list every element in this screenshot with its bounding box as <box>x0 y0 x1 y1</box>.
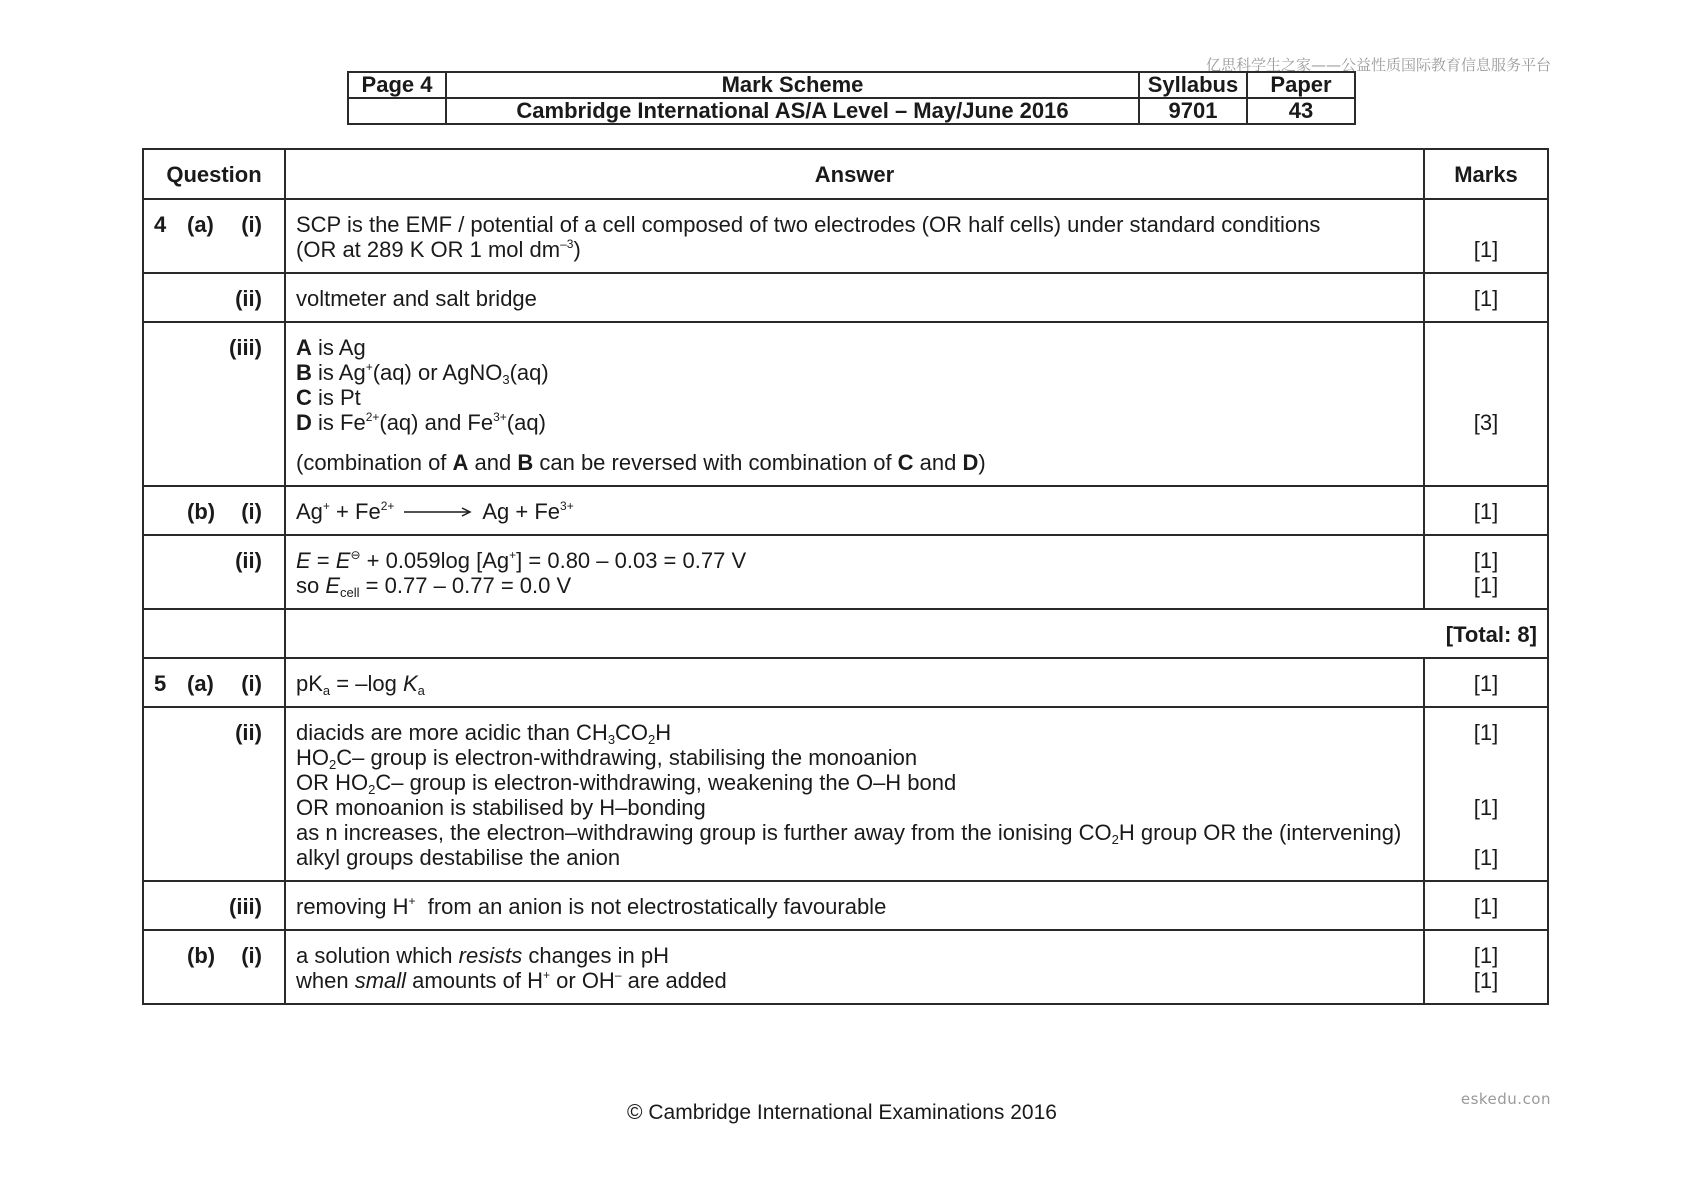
paper-code: 43 <box>1247 98 1355 124</box>
marks-cell <box>1424 707 1548 881</box>
answer-line: alkyl groups destabilise the anion <box>296 845 621 870</box>
marks-cell <box>1424 930 1548 1004</box>
watermark-top: 亿思科学生之家——公益性质国际教育信息服务平台 <box>1205 56 1551 74</box>
answer-line: OR $HO_2C-$ group is electron-withdrawing, weakening the O–H bond <box>296 770 957 797</box>
mark-value: [1] <box>1473 720 1499 745</box>
answer-cell <box>285 322 1424 486</box>
answer-line: B is Ag+(aq) or AgNO$_3$(aq) <box>296 360 549 387</box>
mark-value: [1] <box>1473 968 1499 993</box>
column-question: Question <box>143 149 285 199</box>
watermark-bottom: eskedu.con <box>1460 1090 1551 1108</box>
answer-line: SCP is the EMF / potential of a cell composed of two electrodes (OR half cells) under standard conditions <box>296 212 1321 237</box>
answer-line: (combination of A and B can be reversed with combination of C and D) <box>296 450 986 475</box>
table-row <box>143 199 1548 273</box>
question-label <box>143 322 285 486</box>
question-subpart: (ii) <box>235 286 262 311</box>
header-empty-cell <box>348 98 446 124</box>
question-part: (a) <box>187 212 214 237</box>
question-number: 5 <box>154 671 167 696</box>
copyright-footer: © Cambridge International Examinations 2016 <box>627 1101 1057 1124</box>
answer-line: $HO_2C-$ group is electron-withdrawing, stabilising the monoanion <box>296 745 918 772</box>
answer-cell <box>285 707 1424 881</box>
answer-cell <box>285 930 1424 1004</box>
marks-cell <box>1424 658 1548 707</box>
question-subpart: (iii) <box>229 894 262 919</box>
doc-title: Mark Scheme <box>446 72 1139 98</box>
answer-line: a solution which resists changes in pH <box>296 943 669 968</box>
question-label <box>143 658 285 707</box>
answer-cell <box>285 881 1424 930</box>
answer-line: D is $Fe^{2+}(aq)$ and $Fe^{3+}(aq)$ <box>296 410 546 435</box>
answer-line: so $E_{cell} = 0.77 - 0.77 = 0.0$ V <box>296 573 572 600</box>
question-label <box>143 273 285 322</box>
question-number: 4 <box>154 212 167 237</box>
question-subpart: (iii) <box>229 335 262 360</box>
answer-cell <box>285 658 1424 707</box>
question-label <box>143 930 285 1004</box>
paper-label: Paper <box>1247 72 1355 98</box>
table-row <box>143 930 1548 1004</box>
question-label <box>143 707 285 881</box>
mark-value: [1] <box>1473 845 1499 870</box>
answer-line: removing H+ from an anion is not electrostatically favourable <box>296 894 887 919</box>
question-part: (b) <box>187 499 216 524</box>
marks-cell <box>1424 199 1548 273</box>
doc-subtitle: Cambridge International AS/A Level – May/June 2016 <box>446 98 1139 124</box>
answer-line: as n increases, the electron–withdrawing group is further away from the ionising $CO_2H$ group OR the (intervening) <box>296 820 1402 847</box>
question-part: (b) <box>187 943 216 968</box>
question-label <box>143 609 285 658</box>
table-row <box>143 273 1548 322</box>
mark-value: [1] <box>1473 795 1499 820</box>
syllabus-label: Syllabus <box>1139 72 1247 98</box>
answer-line: A is Ag <box>296 335 366 360</box>
question-label <box>143 881 285 930</box>
table-row <box>143 609 1548 658</box>
table-row <box>143 322 1548 486</box>
mark-value: [1] <box>1473 286 1499 311</box>
answer-line: when small amounts of H+ or OH– are added <box>296 968 727 993</box>
question-label <box>143 535 285 609</box>
question-subpart: (ii) <box>235 548 262 573</box>
mark-value: [1] <box>1473 671 1499 696</box>
mark-scheme-table <box>142 148 1549 1005</box>
answer-line: C is Pt <box>296 385 361 410</box>
mark-value: [1] <box>1473 943 1499 968</box>
answer-cell <box>285 199 1424 273</box>
mark-value: [1] <box>1473 894 1499 919</box>
answer-cell <box>285 273 1424 322</box>
reaction-arrow-icon <box>404 499 472 524</box>
table-row <box>143 486 1548 535</box>
mark-value: [1] <box>1473 499 1499 524</box>
mark-value: [1] <box>1473 548 1499 573</box>
marks-cell <box>1424 535 1548 609</box>
marks-cell <box>1424 273 1548 322</box>
total-marks: [Total: 8] <box>285 609 1548 658</box>
question-subpart: (i) <box>241 212 262 237</box>
marks-cell <box>1424 322 1548 486</box>
column-answer: Answer <box>285 149 1424 199</box>
column-marks: Marks <box>1424 149 1548 199</box>
table-row <box>143 658 1548 707</box>
question-subpart: (i) <box>241 943 262 968</box>
answer-line: OR monoanion is stabilised by H–bonding <box>296 795 706 820</box>
mark-value: [1] <box>1473 573 1499 598</box>
mark-value: [1] <box>1473 237 1499 262</box>
question-part: (a) <box>187 671 214 696</box>
question-subpart: (i) <box>241 671 262 696</box>
answer-line: $pK_a = -\log$ $K_a$ <box>296 671 425 698</box>
answer-line: diacids are more acidic than $CH_3CO_2H$ <box>296 720 672 747</box>
mark-value: [3] <box>1473 410 1499 435</box>
page-header-table <box>347 71 1356 125</box>
page-number: Page 4 <box>348 72 446 98</box>
syllabus-code: 9701 <box>1139 98 1247 124</box>
question-label <box>143 199 285 273</box>
answer-line: (OR at 289 K OR 1 mol $dm^{-3}$) <box>296 237 581 262</box>
marks-cell <box>1424 881 1548 930</box>
table-row <box>143 707 1548 881</box>
table-header-row <box>143 149 1548 199</box>
answer-line: voltmeter and salt bridge <box>296 286 537 311</box>
question-subpart: (ii) <box>235 720 262 745</box>
table-row <box>143 535 1548 609</box>
table-row <box>143 881 1548 930</box>
answer-cell <box>285 535 1424 609</box>
answer-line: E = E⊖ + 0.059log [Ag+] = 0.80 – 0.03 = 0.77 V <box>296 548 747 573</box>
question-label <box>143 486 285 535</box>
question-subpart: (i) <box>241 499 262 524</box>
answer-cell <box>285 486 1424 535</box>
answer-line: $Ag^+ + Fe^{2+}$ $Ag + Fe^{3+}$ <box>296 499 574 524</box>
marks-cell <box>1424 486 1548 535</box>
